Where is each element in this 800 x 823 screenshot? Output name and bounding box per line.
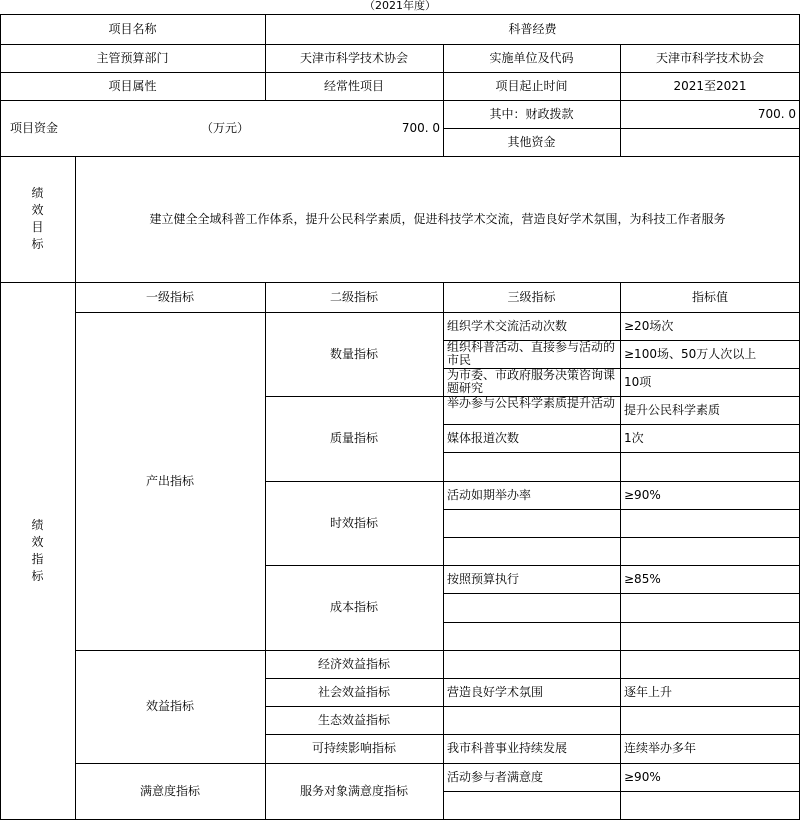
attr-label: 项目属性 bbox=[108, 78, 157, 93]
level3-cell: 营造良好学术氛围 bbox=[447, 684, 544, 699]
indicator-label-char: 效 bbox=[31, 534, 44, 549]
impl-value: 天津市科学技术协会 bbox=[655, 50, 764, 65]
benefit-indicator-label: 效益指标 bbox=[145, 699, 194, 713]
goal-text: 建立健全全域科普工作体系，提升公民科学素质，促进科技学术交流，营造良好学术氛围，为科技工作者服务 bbox=[149, 211, 726, 226]
cost-indicator-label: 成本指标 bbox=[329, 600, 378, 614]
level3-cell bbox=[443, 509, 620, 537]
timeliness-indicator-label: 时效指标 bbox=[329, 515, 378, 530]
other-label: 其他资金 bbox=[507, 134, 556, 149]
value-cell bbox=[620, 622, 800, 650]
satisfaction-indicator-label: 满意度指标 bbox=[139, 783, 200, 798]
value-cell: 1次 bbox=[624, 430, 644, 445]
service-satisfaction-label: 服务对象满意度指标 bbox=[299, 783, 408, 798]
goal-label-char: 目 bbox=[31, 220, 44, 234]
goal-label-char: 效 bbox=[31, 203, 44, 217]
value-cell bbox=[620, 791, 800, 819]
value-cell bbox=[620, 452, 800, 481]
value-cell: 提升公民科学素质 bbox=[624, 402, 721, 417]
quantity-indicator-label: 数量指标 bbox=[329, 346, 378, 361]
year-label: （2021年度） bbox=[364, 0, 436, 12]
level3-cell: 为市委、市政府服务决策咨询课题研究 bbox=[447, 368, 616, 395]
level3-cell bbox=[443, 706, 620, 734]
level3-cell: 媒体报道次数 bbox=[447, 430, 520, 445]
header-level1: 一级指标 bbox=[145, 289, 194, 304]
funds-label: 项目资金 bbox=[10, 120, 59, 135]
value-cell: 10项 bbox=[624, 374, 652, 389]
indicator-label-char: 标 bbox=[31, 568, 44, 583]
level3-cell bbox=[443, 593, 620, 622]
value-cell: ≥90% bbox=[624, 769, 661, 784]
attr-value: 经常性项目 bbox=[323, 78, 384, 93]
header-level3: 三级指标 bbox=[507, 289, 556, 304]
ecological-benefit-label: 生态效益指标 bbox=[317, 712, 390, 727]
period-value: 2021至2021 bbox=[673, 78, 747, 93]
value-cell bbox=[620, 706, 800, 734]
level3-cell: 我市科普事业持续发展 bbox=[447, 741, 568, 755]
dept-value: 天津市科学技术协会 bbox=[299, 50, 408, 65]
period-label: 项目起止时间 bbox=[495, 78, 568, 93]
quality-indicator-label: 质量指标 bbox=[329, 431, 378, 445]
social-benefit-label: 社会效益指标 bbox=[317, 684, 390, 699]
value-cell bbox=[620, 650, 800, 678]
level3-cell: 按照预算执行 bbox=[447, 571, 520, 586]
value-cell: 逐年上升 bbox=[624, 684, 673, 699]
level3-cell bbox=[443, 537, 620, 565]
impl-label: 实施单位及代码 bbox=[489, 50, 574, 65]
value-cell: ≥90% bbox=[624, 487, 661, 502]
level3-cell: 活动如期举办率 bbox=[447, 487, 532, 502]
header-value: 指标值 bbox=[691, 289, 728, 304]
performance-table bbox=[0, 14, 800, 823]
level3-cell bbox=[443, 452, 620, 481]
indicator-label-char: 绩 bbox=[31, 517, 44, 532]
level3-cell: 组织科普活动、直接参与活动的市民 bbox=[447, 340, 616, 367]
value-cell: 连续举办多年 bbox=[624, 741, 697, 755]
value-cell: ≥85% bbox=[624, 571, 661, 586]
goal-section-label bbox=[0, 156, 75, 282]
value-cell bbox=[620, 593, 800, 622]
value-cell: ≥100场、50万人次以上 bbox=[624, 346, 757, 361]
level3-cell: 组织学术交流活动次数 bbox=[447, 318, 568, 333]
dept-label: 主管预算部门 bbox=[96, 50, 169, 65]
project-name-value: 科普经费 bbox=[508, 21, 557, 36]
header-level2: 二级指标 bbox=[329, 289, 378, 304]
goal-label-char: 标 bbox=[31, 237, 44, 251]
other-value bbox=[620, 128, 800, 156]
fiscal-value: 700. 0 bbox=[757, 106, 796, 121]
level3-cell bbox=[443, 650, 620, 678]
indicator-label-char: 指 bbox=[31, 551, 44, 566]
level3-cell bbox=[443, 622, 620, 650]
fiscal-label: 其中：财政拨款 bbox=[489, 106, 574, 121]
level3-cell: 举办参与公民科学素质提升活动 bbox=[447, 396, 616, 410]
output-indicator-label: 产出指标 bbox=[145, 473, 194, 488]
level3-cell bbox=[443, 791, 620, 819]
funds-unit: （万元） bbox=[200, 120, 249, 135]
economic-benefit-label: 经济效益指标 bbox=[317, 656, 390, 671]
project-name-label: 项目名称 bbox=[108, 21, 157, 36]
value-cell bbox=[620, 509, 800, 537]
sustainable-impact-label: 可持续影响指标 bbox=[311, 741, 396, 755]
indicator-section-label bbox=[0, 282, 75, 819]
funds-total: 700. 0 bbox=[401, 120, 440, 135]
goal-label-char: 绩 bbox=[31, 186, 44, 200]
value-cell bbox=[620, 537, 800, 565]
value-cell: ≥20场次 bbox=[624, 318, 674, 333]
level3-cell: 活动参与者满意度 bbox=[447, 769, 544, 784]
